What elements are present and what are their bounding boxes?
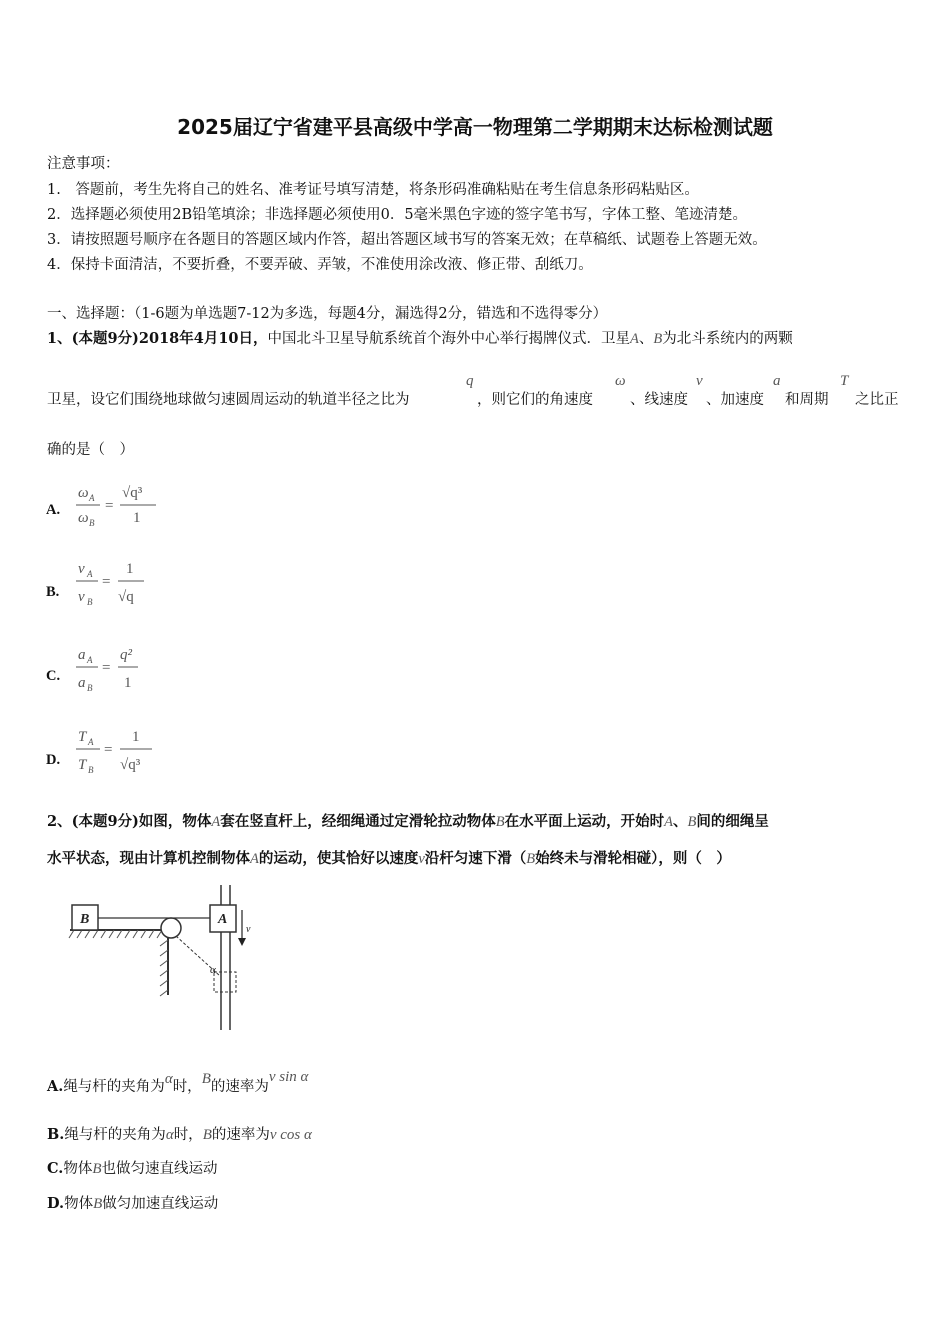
notice-item-1: 1. 答题前，考生先将自己的姓名、准考证号填写清楚，将条形码准确粘贴在考生信息条形码粘贴区。	[47, 182, 699, 198]
q2-option-a	[47, 1069, 309, 1096]
rhs-num: 1	[126, 561, 134, 577]
frac-den: a	[78, 675, 86, 691]
q1-line2-f: 之比正	[855, 392, 899, 408]
opt-text3: 的速率为	[211, 1127, 270, 1143]
option-label: A.	[46, 502, 61, 518]
opt-alpha: α	[164, 1071, 173, 1087]
rhs-num: √q³	[122, 485, 143, 501]
q1-line1-end: 为北斗系统内的两颗	[662, 331, 793, 347]
frac-num-sub: A	[87, 655, 93, 665]
q2-line2-a: 水平状态，现由计算机控制物体	[47, 850, 250, 867]
q1-line3: 确的是（ ）	[47, 442, 134, 458]
opt-text: 物体	[64, 1196, 94, 1212]
option-label: D.	[47, 1195, 65, 1212]
q2-var-v: v	[418, 851, 425, 867]
block-b-label: B	[80, 912, 90, 927]
page-title: 2025届辽宁省建平县高级中学高一物理第二学期期末达标检测试题	[177, 115, 773, 139]
frac-den-sub: B	[87, 683, 93, 693]
q2-var-A3: A	[250, 851, 259, 867]
q2-line2-c: 沿杆匀速下滑（	[424, 850, 527, 867]
svg-text:=: =	[104, 742, 113, 758]
opt-alpha: α	[165, 1127, 174, 1143]
q1-var-T: T	[840, 373, 849, 389]
q2-line1-b: 套在竖直杆上，经细绳通过定滑轮拉动物体	[220, 813, 496, 830]
q2-line1-e: 间的细绳呈	[696, 813, 769, 830]
q2-line1-a: 2、(本题9分)如图，物体	[47, 813, 212, 830]
opt-text3: 做匀加速直线运动	[102, 1196, 219, 1212]
section-heading: 一、选择题：（1-6题为单选题7-12为多选，每题4分，漏选得2分，错选和不选得零分）	[47, 306, 608, 322]
q1-options	[40, 470, 240, 790]
frac-num-sub: A	[87, 569, 93, 579]
q1-var-A: A	[630, 331, 639, 347]
opt-text: 绳与杆的夹角为	[64, 1127, 166, 1143]
q2-option-d	[47, 1192, 218, 1213]
frac-den: v	[78, 589, 85, 605]
option-label: B.	[46, 584, 60, 600]
pulley	[161, 918, 181, 938]
opt-B: B	[93, 1196, 103, 1212]
rhs-den: √q	[118, 589, 134, 605]
q1-option-c	[46, 647, 138, 693]
q1-line2-a: 卫星，设它们围绕地球做匀速圆周运动的轨道半径之比为	[47, 392, 410, 408]
alpha-label: α	[210, 964, 216, 976]
q2-var-A2: A	[664, 814, 673, 830]
rhs-num: q²	[120, 647, 132, 663]
q2-line2-d: 始终未与滑轮相碰），则（ ）	[535, 850, 731, 867]
q1-line2-b: ，则它们的角速度	[477, 392, 593, 408]
notice-item-4: 4．保持卡面清洁，不要折叠，不要弄破、弄皱，不准使用涂改液、修正带、刮纸刀。	[47, 257, 593, 273]
q1-line2-d: 、加速度	[706, 392, 764, 408]
q1-option-b	[46, 561, 144, 607]
frac-den: T	[78, 757, 87, 773]
q2-var-A: A	[211, 814, 221, 830]
option-label: A.	[47, 1078, 64, 1095]
q2-var-B2: B	[687, 814, 697, 830]
q1-option-d	[46, 729, 152, 775]
block-a-label: A	[218, 912, 228, 927]
q2-var-B3: B	[526, 851, 536, 867]
opt-text: 绳与杆的夹角为	[63, 1079, 165, 1095]
q2-option-b	[47, 1123, 312, 1144]
opt-text3: 也做匀速直线运动	[101, 1161, 218, 1177]
opt-text: 物体	[63, 1161, 93, 1177]
option-label: C.	[46, 668, 61, 684]
opt-B: B	[92, 1161, 102, 1177]
opt-B: B	[202, 1127, 212, 1143]
q2-line1	[47, 810, 769, 831]
q2-line2	[47, 847, 731, 868]
q1-line1-text: 中国北斗卫星导航系统首个海外中心举行揭牌仪式．卫星	[267, 331, 631, 347]
q1-prefix: 1、(本题9分)2018年4月10日，	[47, 330, 268, 347]
q1-var-B: B	[653, 331, 663, 347]
q2-option-c	[47, 1157, 218, 1178]
velocity-label: v	[246, 924, 251, 935]
notice-heading: 注意事项：	[47, 156, 120, 172]
opt-expr: v cos α	[269, 1127, 312, 1143]
q1-line1	[47, 327, 793, 348]
q1-option-a	[46, 485, 156, 528]
frac-num: a	[78, 647, 86, 663]
q1-line2-c: 、线速度	[630, 392, 688, 408]
frac-den-sub: B	[89, 518, 95, 528]
frac-num: v	[78, 561, 85, 577]
svg-text:=: =	[102, 660, 111, 676]
q2-var-B: B	[495, 814, 505, 830]
q1-sep: 、	[638, 331, 654, 347]
opt-text2: 时，	[173, 1127, 203, 1143]
rhs-num: 1	[132, 729, 140, 745]
opt-B: B	[201, 1071, 211, 1087]
option-label: B.	[47, 1126, 65, 1143]
q1-var-a: a	[773, 373, 781, 389]
frac-num: ω	[78, 485, 89, 501]
option-label: D.	[46, 752, 61, 768]
rhs-den: 1	[133, 510, 141, 526]
q1-line2-e: 和周期	[785, 392, 829, 408]
rhs-den: 1	[124, 675, 132, 691]
opt-expr: v sin α	[268, 1069, 309, 1085]
rhs-den: √q³	[120, 757, 141, 773]
q1-var-v: v	[696, 373, 703, 389]
q2-line1-c: 在水平面上运动，开始时	[504, 813, 665, 830]
frac-den-sub: B	[88, 765, 94, 775]
q1-var-q: q	[466, 373, 474, 389]
notice-item-2: 2．选择题必须使用2B铅笔填涂；非选择题必须使用0．5毫米黑色字迹的签字笔书写，字体工整、笔迹清楚。	[47, 207, 748, 223]
opt-text3: 的速率为	[210, 1079, 269, 1095]
svg-text:=: =	[105, 498, 114, 514]
q2-line2-b: 的运动，使其恰好以速度	[258, 850, 419, 867]
frac-num-sub: A	[88, 737, 94, 747]
frac-den: ω	[78, 510, 89, 526]
opt-text2: 时，	[172, 1079, 202, 1095]
q2-line1-d: 、	[672, 813, 688, 830]
frac-num-sub: A	[89, 493, 95, 503]
frac-den-sub: B	[87, 597, 93, 607]
frac-num: T	[78, 729, 87, 745]
q1-var-omega: ω	[615, 373, 626, 389]
notice-item-3: 3．请按照题号顺序在各题目的答题区域内作答，超出答题区域书写的答案无效；在草稿纸、试题卷上答题无效。	[47, 232, 767, 248]
option-label: C.	[47, 1160, 64, 1177]
svg-text:=: =	[102, 574, 111, 590]
q2-figure	[60, 880, 290, 1040]
